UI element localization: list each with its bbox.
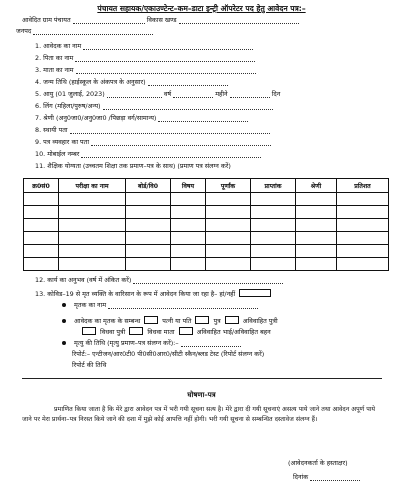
unmarried-daughter-label: अविवाहित पुत्री xyxy=(242,317,278,325)
table-cell[interactable] xyxy=(296,258,337,271)
table-cell[interactable] xyxy=(24,232,59,245)
field-3-label: 3. माता का नाम xyxy=(35,66,74,74)
education-table xyxy=(23,178,389,271)
field-12-line[interactable] xyxy=(133,278,283,284)
field-3 xyxy=(35,67,256,74)
table-header: क्र0सं0 xyxy=(24,179,59,193)
block-label: विकास खण्ड xyxy=(146,16,177,24)
signature-label: (आवेदनकर्ता के हस्ताक्षर) xyxy=(288,459,348,467)
unmarried-sibling-checkbox[interactable] xyxy=(179,327,193,335)
table-cell[interactable] xyxy=(59,219,126,232)
field-10-line[interactable] xyxy=(81,152,261,158)
field-2 xyxy=(35,55,255,62)
table-cell[interactable] xyxy=(59,206,126,219)
table-cell[interactable] xyxy=(206,206,251,219)
table-header: परीक्षा का नाम xyxy=(59,179,126,193)
widow-mother-label: विधवा माता xyxy=(147,328,175,336)
table-cell[interactable] xyxy=(296,245,337,258)
widow-mother-checkbox[interactable] xyxy=(129,327,143,335)
field-8-line[interactable] xyxy=(70,128,270,134)
table-header: बोर्ड/वि0 xyxy=(126,179,171,193)
table-cell[interactable] xyxy=(59,193,126,206)
table-cell[interactable] xyxy=(337,232,389,245)
table-header: प्रतिशत xyxy=(337,179,389,193)
widow-daughter-checkbox[interactable] xyxy=(82,327,96,335)
table-cell[interactable] xyxy=(337,193,389,206)
death-date-line[interactable] xyxy=(181,341,241,347)
table-cell[interactable] xyxy=(251,258,296,271)
bullet-icon xyxy=(62,319,66,323)
field-5-day-label: दिन xyxy=(271,90,281,98)
declaration-title: घोषणा–पत्र xyxy=(187,391,216,399)
field-6-line[interactable] xyxy=(103,104,273,110)
village-label: आवेदित ग्राम पंचायत xyxy=(22,16,71,24)
field-6-label: 6. लिंग (महिला/पुरुष/अन्य) xyxy=(35,102,101,110)
table-row xyxy=(24,193,389,206)
death-date-label: मृत्यु की तिथि (मृत्यु प्रमाण–पत्र संलग्न करें):– xyxy=(74,339,179,347)
bullet-icon xyxy=(62,303,66,307)
table-cell[interactable] xyxy=(126,206,171,219)
table-cell[interactable] xyxy=(171,193,206,206)
field-9-line[interactable] xyxy=(91,140,271,146)
relation-row-1 xyxy=(62,316,278,325)
widow-daughter-label: विधवा पुत्री xyxy=(100,328,126,336)
date-line[interactable] xyxy=(310,475,360,481)
field-5-month-label: महीने xyxy=(215,90,228,98)
field-13-label: 13. कोविड–19 से मृत व्यक्ति के वारिसान के रूप में आवेदन किया जा रहा है– हां/नहीं xyxy=(35,290,236,298)
table-cell[interactable] xyxy=(251,206,296,219)
field-7-line[interactable] xyxy=(158,116,248,122)
table-cell[interactable] xyxy=(296,232,337,245)
table-cell[interactable] xyxy=(24,258,59,271)
field-2-label: 2. पिता का नाम xyxy=(35,54,74,62)
block-line[interactable] xyxy=(179,18,299,24)
field-12 xyxy=(35,277,283,284)
table-cell[interactable] xyxy=(24,206,59,219)
date-label: दिनांक xyxy=(293,473,309,481)
table-cell[interactable] xyxy=(126,232,171,245)
field-11-label: 11. शैक्षिक योग्यता (उच्चतम शिक्षा तक प्रमाण–पत्र के साथ) (प्रमाण पत्र संलग्न करें) xyxy=(35,162,231,170)
divider xyxy=(22,378,382,379)
table-cell[interactable] xyxy=(171,219,206,232)
table-header: प्राप्तांक xyxy=(251,179,296,193)
table-cell[interactable] xyxy=(251,245,296,258)
table-cell[interactable] xyxy=(337,258,389,271)
field-5 xyxy=(35,91,280,98)
field-5-months-line[interactable] xyxy=(173,92,213,98)
field-4-label: 4. जन्म तिथि (हाईस्कूल के अंकपत्र के अनुसार) xyxy=(35,78,146,86)
field-9 xyxy=(35,139,271,146)
field-1-line[interactable] xyxy=(83,44,253,50)
son-checkbox[interactable] xyxy=(195,316,209,324)
district-label: जनपद xyxy=(16,27,32,35)
table-cell[interactable] xyxy=(296,193,337,206)
field-8 xyxy=(35,127,270,134)
covid-yes-no-box[interactable] xyxy=(239,289,271,297)
table-cell[interactable] xyxy=(206,232,251,245)
table-cell[interactable] xyxy=(296,206,337,219)
table-cell[interactable] xyxy=(24,219,59,232)
field-8-label: 8. स्थायी पता xyxy=(35,126,68,134)
field-1-label: 1. आवेदक का नाम xyxy=(35,42,82,50)
table-cell[interactable] xyxy=(206,219,251,232)
field-5-days-line[interactable] xyxy=(230,92,270,98)
table-row xyxy=(24,232,389,245)
table-row xyxy=(24,206,389,219)
deceased-name-label: मृतक का नाम xyxy=(74,301,107,309)
field-5-years-line[interactable] xyxy=(107,92,162,98)
field-7 xyxy=(35,115,248,122)
table-cell[interactable] xyxy=(206,258,251,271)
field-4-line[interactable] xyxy=(148,80,228,86)
table-cell[interactable] xyxy=(251,193,296,206)
table-cell[interactable] xyxy=(171,232,206,245)
date-row xyxy=(293,474,360,481)
table-cell[interactable] xyxy=(171,245,206,258)
table-cell[interactable] xyxy=(296,219,337,232)
declaration-text: प्रमाणित किया जाता है कि मेरे द्वारा आवेदन पत्र में भरी गयी सूचना सत्य है। मेरे द्वारा दी गयी सूचनाएं असत्य पाये जाने तथा आवेदन अपूर्ण पाये जाने पर मेरा प्रार्थना–पत्र निरस्त किये जाने की दशा में मुझे कोई आपत्ति नहीं होगी। भरी गयी सूचना से सम्बन्धित दस्तावेज संलग्न हैं। xyxy=(22,406,376,423)
table-cell[interactable] xyxy=(251,219,296,232)
field-2-line[interactable] xyxy=(75,56,255,62)
unmarried-sibling-label: अविवाहित भाई/अविवाहित बहन xyxy=(196,328,271,336)
field-10 xyxy=(35,151,261,158)
table-cell[interactable] xyxy=(337,219,389,232)
table-cell[interactable] xyxy=(337,245,389,258)
field-1 xyxy=(35,43,253,50)
table-cell[interactable] xyxy=(337,206,389,219)
field-9-label: 9. पत्र व्यवहार का पता xyxy=(35,138,89,146)
field-5-year-label: वर्ष xyxy=(163,90,172,98)
husband-wife-checkbox[interactable] xyxy=(144,316,158,324)
field-7-label: 7. श्रेणी (अनु0जा0/अनु0जा0 /पिछड़ा वर्ग/सामान्य) xyxy=(35,114,157,122)
unmarried-daughter-checkbox[interactable] xyxy=(225,316,239,324)
report-label: रिपोर्ट:– एन्टीजन/आर0टी0 पी0सी0आर0/सीटी स्कैन/ब्लड टेस्ट (रिपोर्ट संलग्न करें) xyxy=(72,350,265,358)
table-row xyxy=(24,219,389,232)
field-3-line[interactable] xyxy=(76,68,256,74)
village-row xyxy=(22,17,299,24)
table-cell[interactable] xyxy=(171,258,206,271)
report-row xyxy=(72,351,264,358)
relation-label: आवेदक का मृतक के सम्बन्ध xyxy=(74,317,141,325)
table-header: श्रेणी xyxy=(296,179,337,193)
field-13 xyxy=(35,289,273,298)
field-6 xyxy=(35,103,273,110)
death-date-row xyxy=(62,340,241,347)
table-cell[interactable] xyxy=(59,232,126,245)
table-header-row xyxy=(24,179,389,193)
table-cell[interactable] xyxy=(206,193,251,206)
table-cell[interactable] xyxy=(59,245,126,258)
table-cell[interactable] xyxy=(59,258,126,271)
report-date-row xyxy=(72,362,106,369)
report-date-label: रिपोर्ट की तिथि xyxy=(72,361,107,369)
district-line[interactable] xyxy=(33,29,153,35)
field-10-label: 10. मोबाईल नम्बर xyxy=(35,150,80,158)
son-label: पुत्र xyxy=(213,317,221,325)
field-11 xyxy=(35,163,231,170)
deceased-name-line[interactable] xyxy=(108,303,258,309)
husband-wife-label: पत्नी या पति xyxy=(162,317,192,325)
table-cell[interactable] xyxy=(126,258,171,271)
table-cell[interactable] xyxy=(126,219,171,232)
table-row xyxy=(24,245,389,258)
table-cell[interactable] xyxy=(206,245,251,258)
village-line[interactable] xyxy=(73,18,145,24)
table-cell[interactable] xyxy=(24,193,59,206)
table-cell[interactable] xyxy=(251,232,296,245)
relation-row-2 xyxy=(80,327,271,336)
district-row xyxy=(16,28,153,35)
table-row xyxy=(24,258,389,271)
table-cell[interactable] xyxy=(24,245,59,258)
table-cell[interactable] xyxy=(126,245,171,258)
field-4 xyxy=(35,79,228,86)
table-header: पूर्णांक xyxy=(206,179,251,193)
bullet-icon xyxy=(62,341,66,345)
form-title: पंचायत सहायक/एकाउण्टेन्ट–कम–डाटा इन्ट्री ऑपरेटर पद हेतु आवेदन पत्र:– xyxy=(97,4,306,13)
table-header: विषय xyxy=(171,179,206,193)
field-12-label: 12. कार्य का अनुभव (वर्ष में अंकित करें) xyxy=(35,276,132,284)
table-cell[interactable] xyxy=(126,193,171,206)
deceased-row xyxy=(62,302,258,309)
field-5-label: 5. आयु (01 जुलाई, 2023) xyxy=(35,90,105,98)
table-cell[interactable] xyxy=(171,206,206,219)
